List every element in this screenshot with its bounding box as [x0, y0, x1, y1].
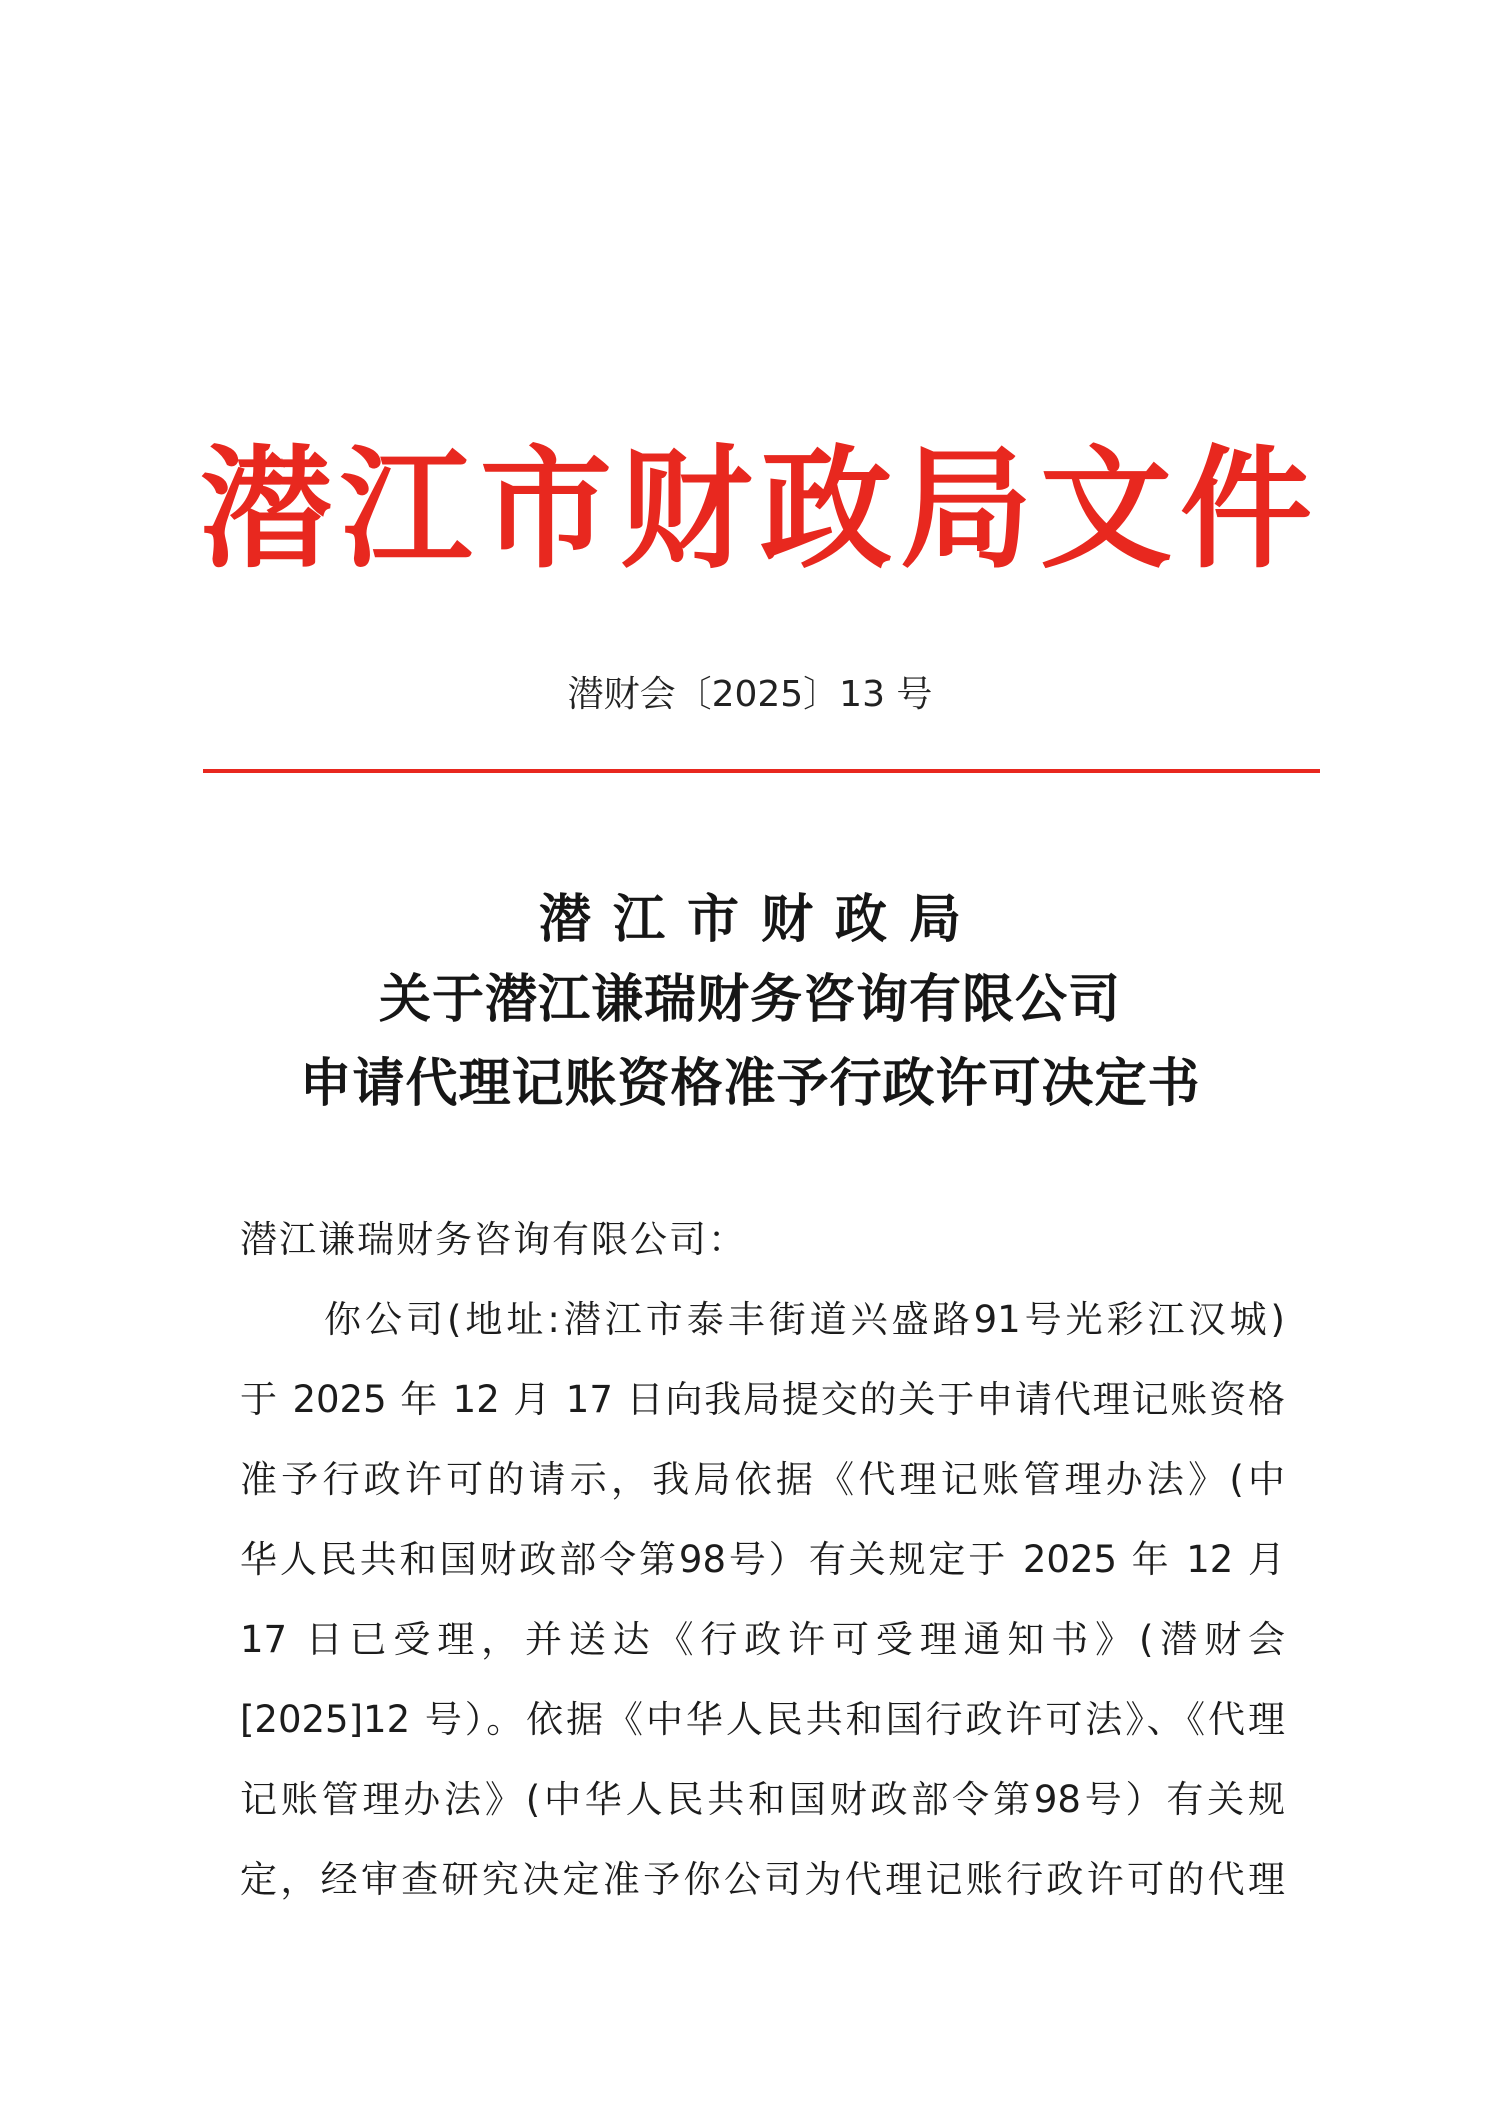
body-line: 于 2025 年 12 月 17 日向我局提交的关于申请代理记账资格: [240, 1378, 1285, 1421]
body-line: [2025]12 号）。依据《中华人民共和国行政许可法》、《代理: [240, 1698, 1285, 1741]
title-line-2: 关于潜江谦瑞财务咨询有限公司: [378, 969, 1121, 1030]
body-line: 17 日已受理，并送达《行政许可受理通知书》(潜财会: [240, 1618, 1285, 1661]
body-line: 华人民共和国财政部令第98号）有关规定于 2025 年 12 月: [240, 1538, 1285, 1581]
body-line: 准予行政许可的请示，我局依据《代理记账管理办法》(中: [240, 1458, 1285, 1501]
red-divider-line: [203, 769, 1320, 773]
document-number: 潜财会〔2025〕13 号: [567, 674, 933, 715]
body-line: 你公司(地址:潜江市泰丰街道兴盛路91号光彩江汉城): [324, 1298, 1285, 1341]
addressee: 潜江谦瑞财务咨询有限公司：: [240, 1218, 747, 1261]
body-line: 记账管理办法》(中华人民共和国财政部令第98号）有关规: [240, 1778, 1285, 1821]
title-line-3: 申请代理记账资格准予行政许可决定书: [299, 1053, 1201, 1114]
masthead-title: 潜江市财政局文件: [200, 432, 1320, 587]
body-line: 定，经审查研究决定准予你公司为代理记账行政许可的代理: [240, 1858, 1285, 1901]
title-line-1: 潜江市财政局: [538, 889, 983, 950]
